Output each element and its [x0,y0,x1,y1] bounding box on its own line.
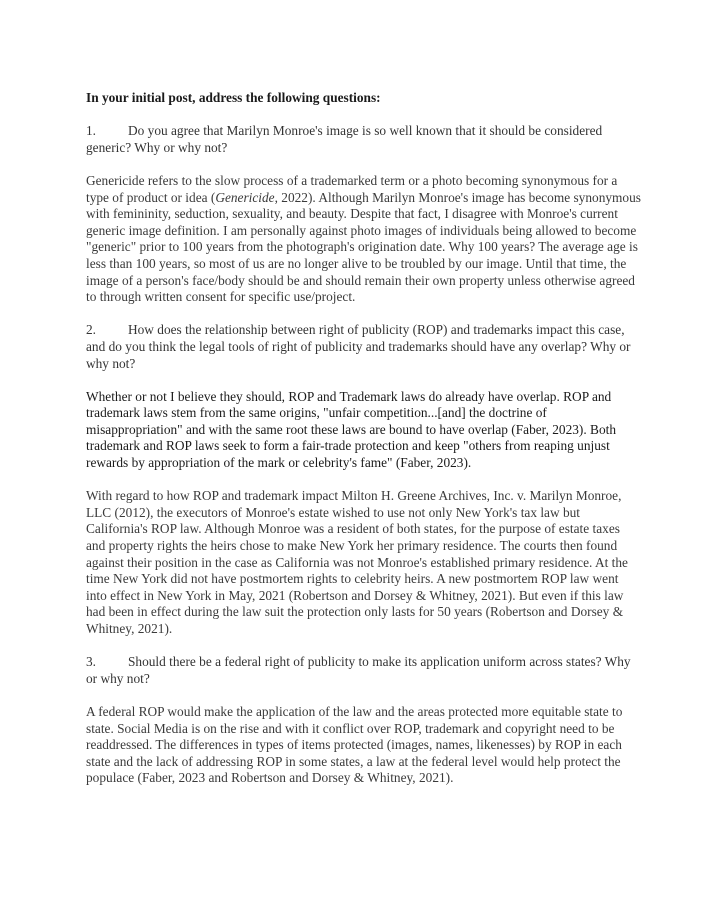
question-text: Do you agree that Marilyn Monroe's image is so well known that it should be considered generic? Why or why not? [86,123,603,155]
answer-text: Genericide refers to the slow process of a trademarked term or a photo becoming synonymous for a type of product or idea ( [86,172,618,205]
question-number: 1. [86,123,97,139]
answer-2-paragraph-2: With regard to how ROP and trademark impact Milton H. Greene Archives, Inc. v. Marilyn Monroe, LLC (2012), the executors of Monroe's estate wished to use not only New York's tax law but California's ROP law. Although Monroe was a resident of both states, for the purpose of estate taxes and property rights the heirs chose to make New York her primary residence. The courts then found against their position in the case as California was not Monroe's established primary residence. At the time New York did not have postmortem rights to celebrity heirs. A new postmortem ROP law went into effect in New York in May, 2021 (Robertson and Dorsey & Whitney, 2021). But even if this law had been in effect during the law suit the protection only lasts for 50 years (Robertson and Dorsey & Whitney, 2021). [86,488,628,636]
answer-2-paragraph-1: Whether or not I believe they should, ROP and Trademark laws do already have overlap. ROP and trademark laws stem from the same origins, "unfair competition...[and] the doctrine of misappropriation" and with the same root these laws are bound to have overlap (Faber, 2023). Both trademark and ROP laws seek to form a fair-trade protection and keep "others from reaping unjust rewards by appropriation of the mark or celebrity's fame" (Faber, 2023). [86,388,617,471]
question-3 [86,654,642,687]
question-number: 2. [86,322,97,338]
question-text: Should there be a federal right of publicity to make its application uniform across states? Why or why not? [86,654,631,686]
question-2 [86,322,642,372]
answer-text: , 2022). Although Marilyn Monroe's image has become synonymous with femininity, seduction, sexuality, and beauty. Despite that fact, I disagree with Monroe's current generic image definition. I am personally against photo images of individuals being allowed to become "generic" prior to 100 years from the photograph's origination date. Why 100 years? The average age is less than 100 years, so most of us are no longer alive to be troubled by our image. Until that time, the image of a person's face/body should be and should remain their own property unless otherwise agreed to through written consent for specific use/project. [86,189,641,305]
answer-1 [86,173,642,306]
document-page [86,90,642,804]
instructions-heading: In your initial post, address the following questions: [86,90,381,105]
question-text: How does the relationship between right of publicity (ROP) and trademarks impact this case, and do you think the legal tools of right of publicity and trademarks should have any overlap? Why or why not? [86,322,631,371]
question-number: 3. [86,654,97,670]
citation-title: Genericide [215,189,275,205]
question-1 [86,123,642,156]
answer-3: A federal ROP would make the application of the law and the areas protected more equitable state to state. Social Media is on the rise and with it conflict over ROP, trademark and copyright need to be readdressed. The differences in types of items protected (images, names, likenesses) by ROP in each state and the lack of addressing ROP in some states, a law at the federal level would help protect the populace (Faber, 2023 and Robertson and Dorsey & Whitney, 2021). [86,703,623,786]
